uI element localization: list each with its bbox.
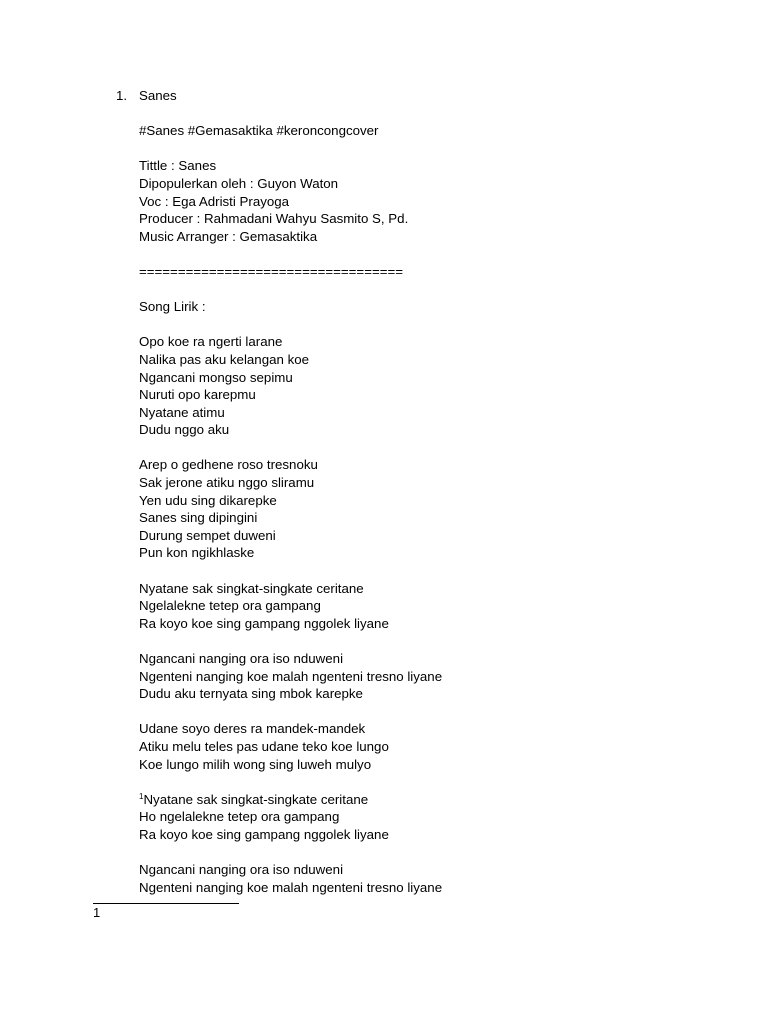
footnote-separator xyxy=(93,903,239,904)
text-line xyxy=(139,298,739,316)
text-line xyxy=(139,509,739,527)
text-line xyxy=(139,527,739,545)
line-text: Ngancani nanging ora iso nduweni xyxy=(139,862,344,878)
line-text: Opo koe ra ngerti larane xyxy=(139,334,283,350)
text-line xyxy=(139,474,739,492)
blank-line xyxy=(139,140,739,158)
blank-line xyxy=(139,703,739,721)
text-line xyxy=(139,580,739,598)
text-line xyxy=(139,193,739,211)
text-line xyxy=(139,404,739,422)
blank-line xyxy=(139,281,739,299)
text-line xyxy=(139,615,739,633)
line-text: Koe lungo milih wong sing luweh mulyo xyxy=(139,756,372,772)
line-text: Voc : Ega Adristi Prayoga xyxy=(139,193,290,209)
text-line xyxy=(139,210,739,228)
text-line xyxy=(139,122,739,140)
text-line xyxy=(139,157,739,175)
text-line xyxy=(139,369,739,387)
text-line xyxy=(139,879,739,897)
text-line xyxy=(139,351,739,369)
line-text: Nuruti opo karepmu xyxy=(139,387,256,403)
text-line xyxy=(139,456,739,474)
line-text: Sanes sing dipingini xyxy=(139,510,258,526)
line-text: Sak jerone atiku nggo sliramu xyxy=(139,475,315,491)
blank-line xyxy=(139,773,739,791)
text-line xyxy=(139,668,739,686)
line-text: Music Arranger : Gemasaktika xyxy=(139,228,318,244)
text-line xyxy=(139,492,739,510)
line-text: Ngenteni nanging koe malah ngenteni tresno liyane xyxy=(139,668,443,684)
text-line xyxy=(139,685,739,703)
text-line xyxy=(139,650,739,668)
line-text: Dudu aku ternyata sing mbok karepke xyxy=(139,686,363,702)
line-text: Yen udu sing dikarepke xyxy=(139,492,277,508)
line-text: Dudu nggo aku xyxy=(139,422,230,438)
blank-line xyxy=(139,105,739,123)
line-text: Ngenteni nanging koe malah ngenteni tresno liyane xyxy=(139,879,443,895)
blank-line xyxy=(139,245,739,263)
footnote-number: 1 xyxy=(93,905,101,920)
text-line xyxy=(139,738,739,756)
line-text: Ra koyo koe sing gampang nggolek liyane xyxy=(139,615,389,631)
line-text: Udane soyo deres ra mandek-mandek xyxy=(139,721,366,737)
line-text: Ho ngelalekne tetep ora gampang xyxy=(139,809,340,825)
text-line xyxy=(139,263,739,281)
text-line xyxy=(139,386,739,404)
blank-line xyxy=(139,316,739,334)
blank-line xyxy=(139,844,739,862)
line-text: Dipopulerkan oleh : Guyon Waton xyxy=(139,175,339,191)
blank-line xyxy=(139,439,739,457)
text-line xyxy=(139,175,739,193)
text-line xyxy=(139,333,739,351)
text-line xyxy=(139,808,739,826)
text-line xyxy=(139,791,739,809)
line-text: Ngancani nanging ora iso nduweni xyxy=(139,651,344,666)
text-line xyxy=(139,421,739,439)
line-text: Nyatane atimu xyxy=(139,404,225,420)
text-line xyxy=(139,720,739,738)
footnote-reference: 1 xyxy=(139,791,144,801)
document-body xyxy=(139,87,739,896)
line-text: Nalika pas aku kelangan koe xyxy=(139,351,310,367)
blank-line xyxy=(139,562,739,580)
line-text: Song Lirik : xyxy=(139,299,206,315)
line-text: Ra koyo koe sing gampang nggolek liyane xyxy=(139,826,389,842)
line-text: Arep o gedhene roso tresnoku xyxy=(139,457,318,473)
line-text: ================================== xyxy=(139,263,404,279)
line-text: #Sanes #Gemasaktika #keroncongcover xyxy=(139,123,379,139)
line-text: Atiku melu teles pas udane teko koe lungo xyxy=(139,738,389,754)
list-item-number: 1. xyxy=(116,88,128,103)
line-text: Pun kon ngikhlaske xyxy=(139,545,255,561)
line-text: Nyatane sak singkat-singkate ceritane xyxy=(139,580,364,596)
song-title xyxy=(139,87,739,105)
blank-line xyxy=(139,632,739,650)
text-line xyxy=(139,228,739,246)
line-text: Producer : Rahmadani Wahyu Sasmito S, Pd. xyxy=(139,211,409,227)
line-text: Sanes xyxy=(139,88,177,103)
text-line xyxy=(139,826,739,844)
text-line xyxy=(139,861,739,879)
line-text: Nyatane sak singkat-singkate ceritane xyxy=(143,791,369,807)
text-line xyxy=(139,544,739,562)
text-line xyxy=(139,597,739,615)
line-text: Durung sempet duweni xyxy=(139,527,276,543)
line-text: Tittle : Sanes xyxy=(139,158,217,174)
text-line xyxy=(139,756,739,774)
line-text: Ngancani mongso sepimu xyxy=(139,369,293,385)
line-text: Ngelalekne tetep ora gampang xyxy=(139,598,321,614)
